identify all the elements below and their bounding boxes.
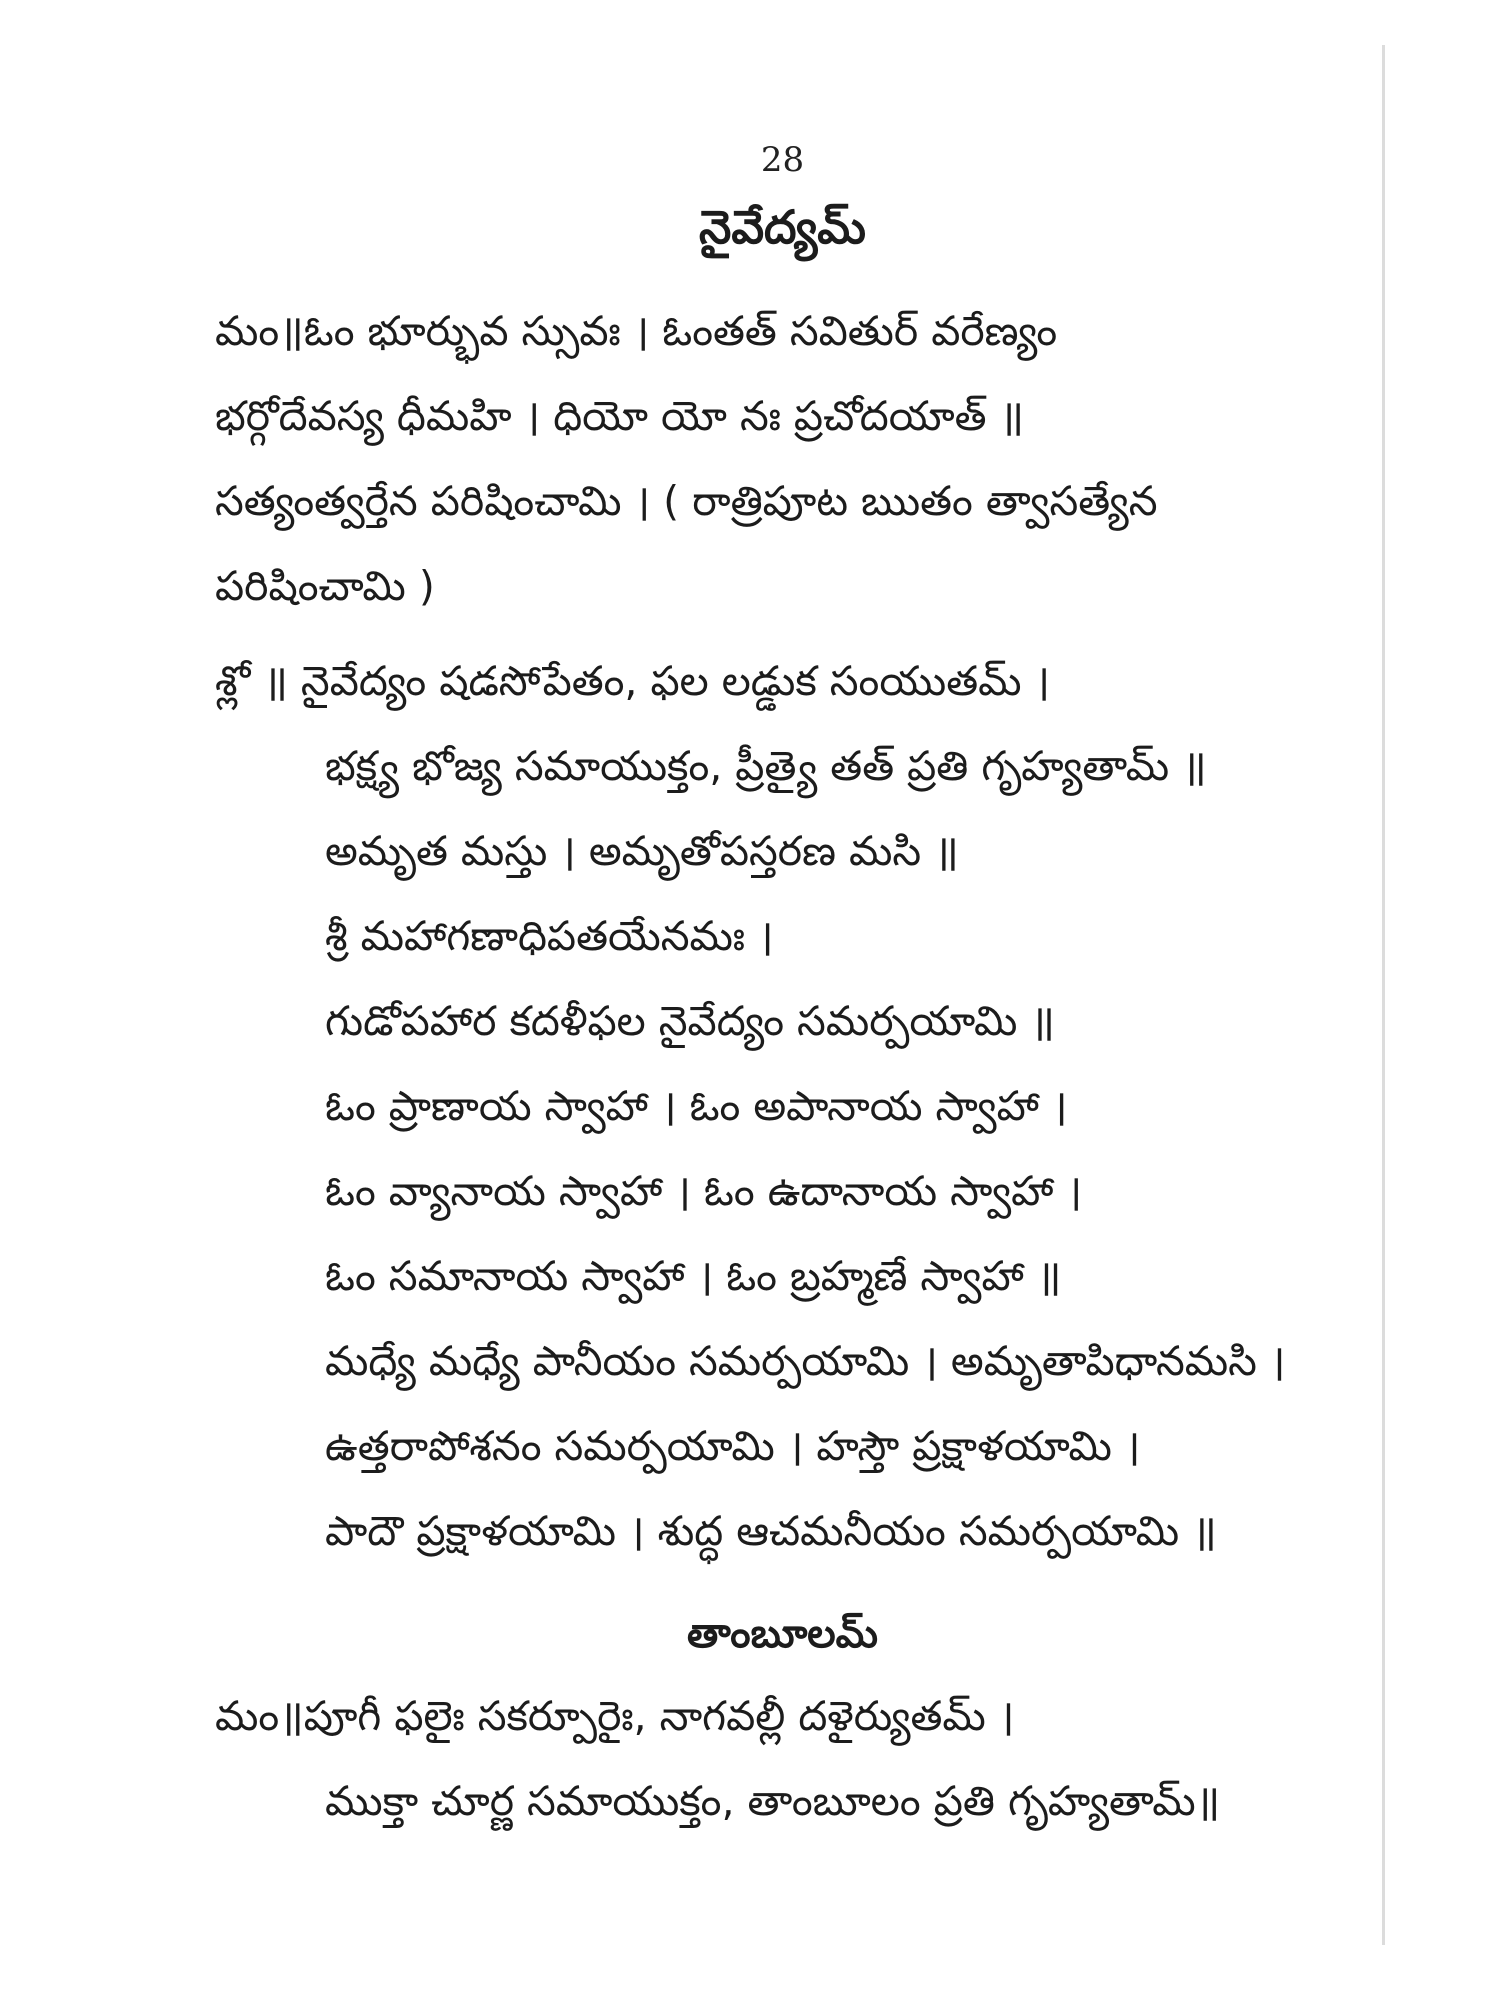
section-heading-tambulam: తాంబూలమ్: [687, 1611, 878, 1657]
text-line: శ్రీ మహాగణాధిపతయేనమః ।: [325, 912, 774, 960]
text-line: సత్యంత్వర్తేన పరిషించామి । ( రాత్రిపూట ఋతం త్వాసత్యేన: [215, 477, 1158, 525]
text-line: ఓం వ్యానాయ స్వాహా । ఓం ఉదానాయ స్వాహా ।: [325, 1167, 1083, 1215]
sloka-line: భక్ష్య భోజ్య సమాయుక్తం, ప్రీత్యై తత్ ప్రతి గృహ్యతామ్ ॥: [325, 742, 1207, 790]
text-line: పరిషించామి ): [215, 562, 435, 610]
section-heading-naivedyam: నైవేద్యమ్: [699, 200, 866, 254]
text-line: ఓం సమానాయ స్వాహా । ఓం బ్రహ్మణే స్వాహా ॥: [325, 1252, 1062, 1300]
text-line: గుడోపహార కదళీఫల నైవేద్యం సమర్పయామి ॥: [325, 997, 1055, 1045]
text-line: మధ్యే మధ్యే పానీయం సమర్పయామి । అమృతాపిధానమసి ।: [325, 1337, 1286, 1385]
text-line: ముక్తా చూర్ణ సమాయుక్తం, తాంబూలం ప్రతి గృహ్యతామ్॥: [325, 1777, 1221, 1825]
text-line: భర్గోదేవస్య ధీమహి । ధియో యో నః ప్రచోదయాత్ ॥: [215, 392, 1025, 440]
text-line: మం॥ఓం భూర్భువ స్సువః । ఓంతత్ సవితుర్ వరేణ్యం: [215, 307, 1058, 355]
text-line: పాదౌ ప్రక్షాళయామి । శుద్ధ ఆచమనీయం సమర్పయామి ॥: [325, 1507, 1217, 1555]
text-line: ఓం ప్రాణాయ స్వాహా । ఓం అపానాయ స్వాహా ।: [325, 1082, 1068, 1130]
text-line: మం॥పూగీ ఫలైః సకర్పూరైః, నాగవల్లీ దళైర్యుతమ్ ।: [215, 1692, 1015, 1740]
sloka-line: శ్లో ॥ నైవేద్యం షడసోపేతం, ఫల లడ్డుక సంయుతమ్ ।: [215, 657, 1051, 705]
page-edge-shadow: [1382, 45, 1385, 1945]
page-number: 28: [760, 140, 805, 180]
text-line: అమృత మస్తు । అమృతోపస్తరణ మసి ॥: [325, 827, 959, 875]
text-line: ఉత్తరాపోశనం సమర్పయామి । హస్తౌ ప్రక్షాళయామి ।: [325, 1422, 1141, 1470]
